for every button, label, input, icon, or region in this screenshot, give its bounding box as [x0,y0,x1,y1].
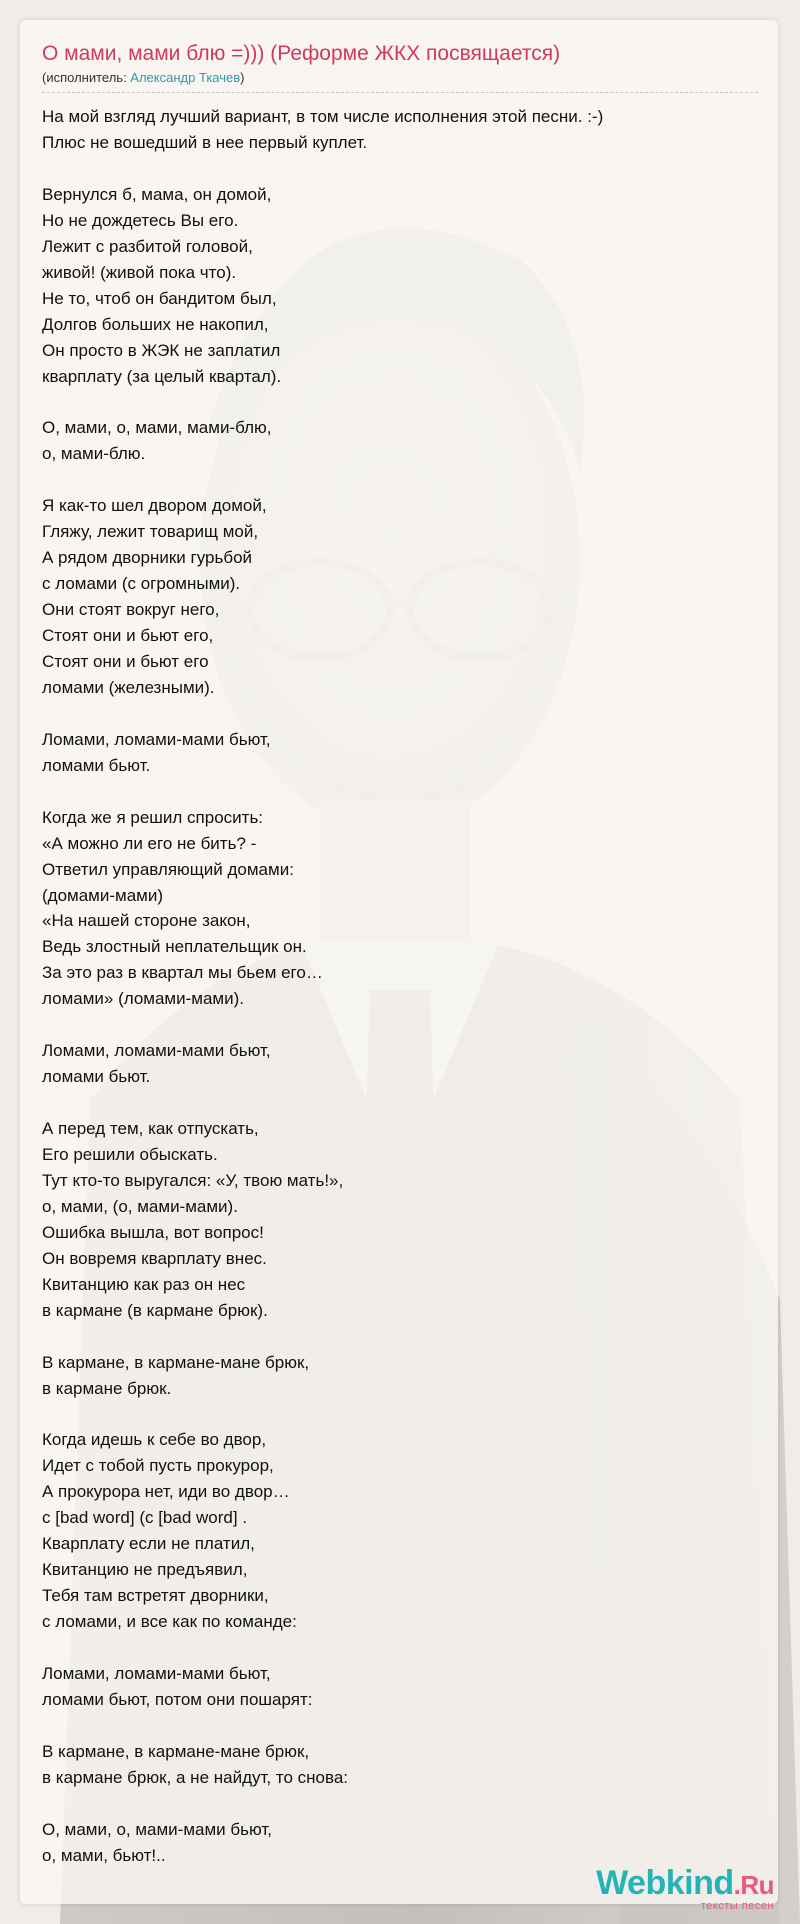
header-divider [42,92,758,93]
lyric-line: в кармане брюк. [42,1378,172,1398]
lyric-line: Он вовремя кварплату внес. [42,1248,267,1268]
logo-name: Webkind [596,1864,734,1902]
stanza-break [42,389,758,415]
artist-line [42,69,760,87]
lyric-line: с [bad word] (с [bad word] . [42,1508,248,1528]
lyric-line: кварплату (за целый квартал). [42,366,282,386]
logo-tld: .Ru [733,1870,774,1900]
lyric-line: Гляжу, лежит товарищ мой, [42,522,259,542]
lyric-line: Они стоят вокруг него, [42,600,220,620]
lyric-line: Ошибка вышла, вот вопрос! [42,1222,264,1242]
lyric-line: ломами бьют. [42,1067,151,1087]
lyric-line: в кармане брюк, а не найдут, то снова: [42,1767,348,1787]
lyric-line: Стоят они и бьют его [42,651,209,671]
lyric-line: За это раз в квартал мы бьем его… [42,963,323,983]
lyric-line: о, мами, (о, мами-мами). [42,1196,238,1216]
lyric-line: «На нашей стороне закон, [42,911,251,931]
lyric-line: о, мами, бьют!.. [42,1845,166,1865]
lyric-line: ломами бьют, потом они пошарят: [42,1689,313,1709]
lyric-line: Когда идешь к себе во двор, [42,1430,267,1450]
lyric-line: о, мами-блю. [42,444,146,464]
lyric-line: Лежит с разбитой головой, [42,236,253,256]
lyric-line: Ответил управляющий домами: [42,859,294,879]
lyric-line: Ломами, ломами-мами бьют, [42,729,271,749]
lyric-line: Но не дождетесь Вы его. [42,210,239,230]
lyric-line: Ведь злостный неплательщик он. [42,937,307,957]
stanza-break [42,701,758,727]
lyric-line: Квитанцию как раз он нес [42,1274,246,1294]
stanza-break [42,1012,758,1038]
lyric-line: Когда же я решил спросить: [42,807,264,827]
stanza-break [42,1635,758,1661]
lyric-line: В кармане, в кармане-мане брюк, [42,1741,310,1761]
lyric-line: Кварплату если не платил, [42,1534,255,1554]
lyric-line: Его решили обыскать. [42,1145,218,1165]
stanza-break [42,1402,758,1428]
lyric-line: в кармане (в кармане брюк). [42,1300,268,1320]
song-title: О мами, мами блю =))) (Реформе ЖКХ посвящается) [42,42,561,65]
lyric-line: А рядом дворники гурьбой [42,548,253,568]
stanza-break [42,1713,758,1739]
stanza-break [42,1791,758,1817]
lyrics-text [42,104,758,1869]
lyric-line: ломами бьют. [42,755,151,775]
lyric-line: ломами (железными). [42,677,215,697]
stanza-break [42,156,758,182]
lyric-line: Ломами, ломами-мами бьют, [42,1041,271,1061]
lyric-line: (домами-мами) [42,885,164,905]
lyric-line: Плюс не вошедший в нее первый куплет. [42,132,368,152]
lyric-line: А перед тем, как отпускать, [42,1119,259,1139]
lyric-line: ломами» (ломами-мами). [42,989,244,1009]
lyric-line: Ломами, ломами-мами бьют, [42,1664,271,1684]
logo-tagline: тексты песен [700,1900,774,1912]
lyric-line: О, мами, о, мами-мами бьют, [42,1819,272,1839]
artist-suffix: ) [240,70,245,85]
lyric-line: На мой взгляд лучший вариант, в том числе исполнения этой песни. :-) [42,107,604,126]
stanza-break [42,1324,758,1350]
stanza-break [42,467,758,493]
lyric-line: Я как-то шел двором домой, [42,496,267,516]
lyric-line: О, мами, о, мами, мами-блю, [42,418,272,438]
stanza-break [42,1090,758,1116]
lyric-line: В кармане, в кармане-мане брюк, [42,1352,310,1372]
lyric-line: Он просто в ЖЭК не заплатил [42,340,281,360]
lyric-line: живой! (живой пока что). [42,262,237,282]
lyric-line: с ломами, и все как по команде: [42,1612,297,1632]
lyric-line: А прокурора нет, иди во двор… [42,1482,290,1502]
lyric-line: Тут кто-то выругался: «У, твою мать!», [42,1170,344,1190]
artist-prefix: (исполнитель: [42,70,131,85]
lyric-line: Идет с тобой пусть прокурор, [42,1456,274,1476]
lyric-line: Тебя там встретят дворники, [42,1586,269,1606]
lyric-line: Не то, чтоб он бандитом был, [42,288,277,308]
site-logo[interactable] [596,1866,774,1912]
lyric-line: Квитанцию не предъявил, [42,1560,248,1580]
song-header [42,40,760,87]
lyric-line: с ломами (с огромными). [42,574,241,594]
lyric-line: «А можно ли его не бить? - [42,833,257,853]
lyric-line: Долгов больших не накопил, [42,314,269,334]
stanza-break [42,779,758,805]
lyric-line: Вернулся б, мама, он домой, [42,184,272,204]
artist-link[interactable]: Александр Ткачев [130,70,241,85]
lyric-line: Стоят они и бьют его, [42,626,214,646]
